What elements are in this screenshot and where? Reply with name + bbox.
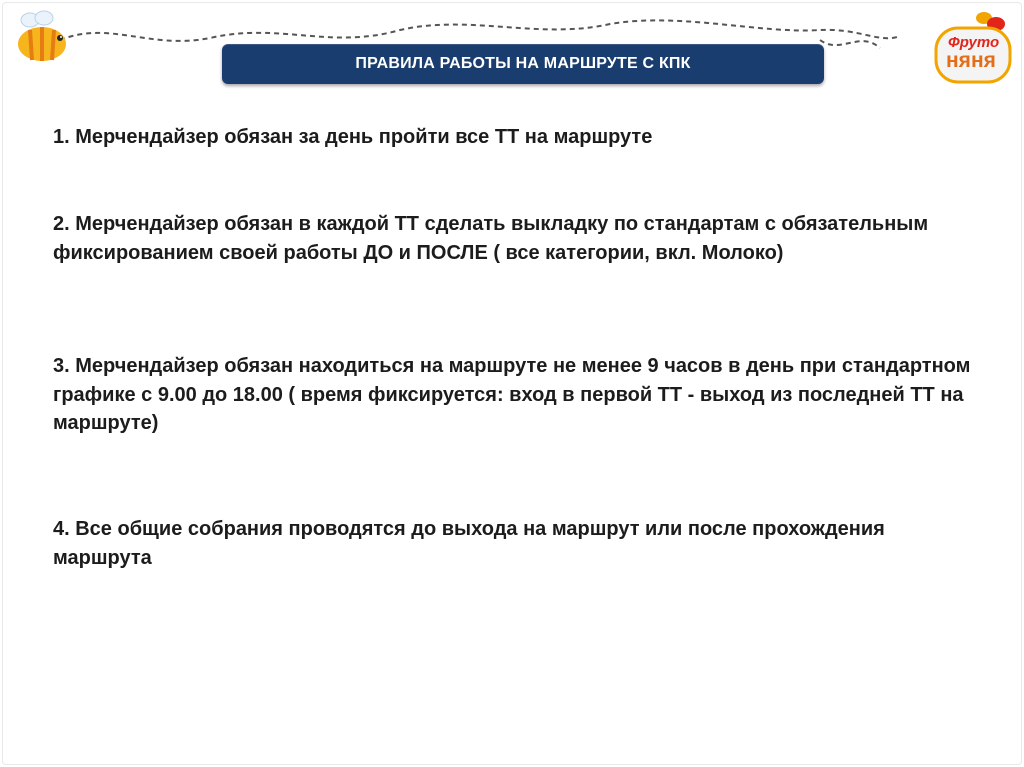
- bee-icon: [8, 8, 88, 88]
- logo-text-bottom: няня: [946, 49, 996, 72]
- rule-item-2: 2. Мерчендайзер обязан в каждой ТТ сделать выкладку по стандартам с обязательным фиксированием своей работы ДО и ПОСЛЕ ( все категории, вкл. Молоко): [53, 213, 929, 264]
- rule-item-4: 4. Все общие собрания проводятся до выхода на маршрут или после прохождения маршрута: [53, 518, 885, 569]
- rule-item-1: 1. Мерчендайзер обязан за день пройти все ТТ на маршруте: [53, 126, 653, 148]
- logo-text-top: Фруто: [948, 34, 1000, 51]
- page-title: ПРАВИЛА РАБОТЫ НА МАРШРУТЕ С КПК: [355, 55, 691, 72]
- title-bar: [222, 44, 824, 84]
- rule-item-3: 3. Мерчендайзер обязан находиться на маршруте не менее 9 часов в день при стандартном графике с 9.00 до 18.00 ( время фиксируется: вход в первой ТТ - выход из последней ТТ на маршруте): [53, 355, 971, 434]
